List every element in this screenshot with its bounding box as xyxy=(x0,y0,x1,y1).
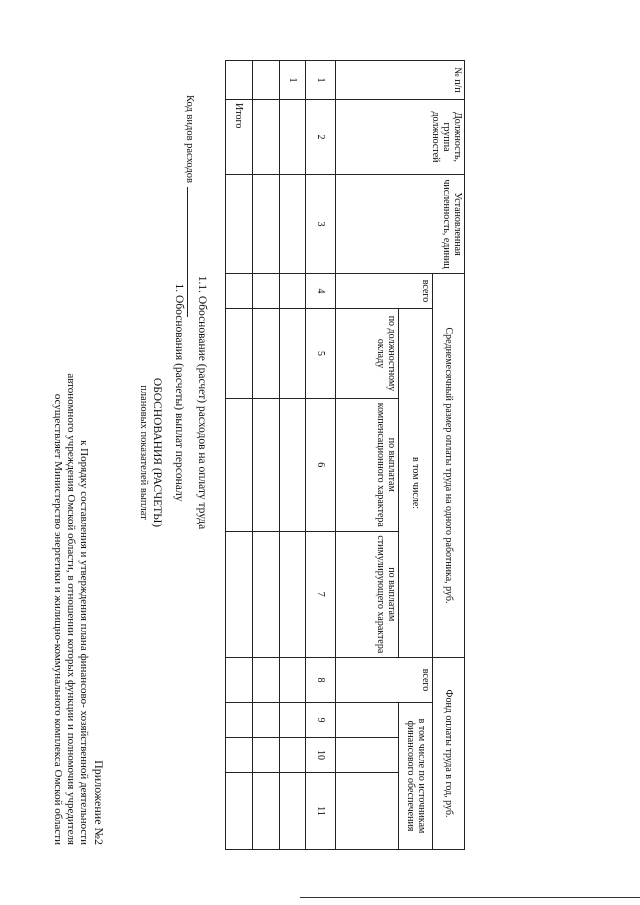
table-cell xyxy=(226,738,253,773)
table-cell xyxy=(252,61,279,100)
appendix-basis xyxy=(51,365,90,845)
table-cell xyxy=(279,773,306,850)
header-no: № п/п xyxy=(335,61,464,100)
col-number: 4 xyxy=(306,274,335,309)
table-cell xyxy=(279,658,306,703)
table-cell xyxy=(226,61,253,100)
table-cell xyxy=(226,274,253,309)
table-cell xyxy=(279,399,306,532)
col-number: 1 xyxy=(306,61,335,100)
table-cell xyxy=(252,738,279,773)
document-subtitle: плановых показателей выплат xyxy=(138,385,149,520)
table-cell xyxy=(226,309,253,399)
col-number: 3 xyxy=(306,175,335,274)
table-cell xyxy=(279,100,306,175)
document-title: ОБОСНОВАНИЯ (РАСЧЕТЫ) xyxy=(151,377,163,528)
header-salary: по должностному окладу xyxy=(335,309,398,399)
table-cell xyxy=(252,274,279,309)
subsection-heading: 1.1. Обоснование (расчет) расходов на оплату труда xyxy=(196,275,208,530)
table-cell xyxy=(226,531,253,657)
total-row xyxy=(226,61,253,850)
col-number: 5 xyxy=(306,309,335,399)
header-source-cell xyxy=(335,703,398,738)
col-number: 10 xyxy=(306,738,335,773)
table-cell xyxy=(279,175,306,274)
table-cell xyxy=(252,175,279,274)
table-cell xyxy=(226,658,253,703)
header-fund-sources: в том числе по источникам финансового обеспечения xyxy=(399,703,433,850)
payroll-table xyxy=(225,60,465,850)
table-cell xyxy=(252,100,279,175)
table-cell xyxy=(252,531,279,657)
table-row xyxy=(252,61,279,850)
table-cell xyxy=(252,309,279,399)
table-cell xyxy=(252,658,279,703)
table-cell xyxy=(252,399,279,532)
basis-line: осуществляет Министерство энергетики и жилищно-коммунального комплекса Омской области xyxy=(52,393,64,845)
table-cell xyxy=(226,399,253,532)
table-cell xyxy=(279,309,306,399)
header-source-cell xyxy=(335,773,398,850)
table-cell xyxy=(279,531,306,657)
header-fund: Фонд оплаты труда в год, руб. xyxy=(433,658,465,850)
section-heading: 1. Обоснования (расчеты) выплат персоналу xyxy=(173,283,185,502)
table-cell xyxy=(252,773,279,850)
col-number: 11 xyxy=(306,773,335,850)
col-number: 6 xyxy=(306,399,335,532)
expense-code-row xyxy=(184,95,195,317)
col-number: 7 xyxy=(306,531,335,657)
basis-line: к Порядку составления и утверждения плана финансово- хозяйственной деятельности xyxy=(78,440,90,845)
total-label: Итого xyxy=(226,100,253,175)
header-avg-pay: Среднемесячный размер оплаты труда на одного работника, руб. xyxy=(433,274,465,658)
expense-code-blank xyxy=(187,187,188,317)
table-cell xyxy=(279,738,306,773)
header-position: Должность, группа должностей xyxy=(335,100,464,175)
header-source-cell xyxy=(335,738,398,773)
row-number: 1 xyxy=(279,61,306,100)
expense-code-label: Код видов расходов xyxy=(184,95,195,183)
header-compensation: по выплатам компенсационного характера xyxy=(335,399,398,532)
header-staff: Установленная численность, единиц xyxy=(335,175,464,274)
col-number: 2 xyxy=(306,100,335,175)
table-cell xyxy=(226,773,253,850)
table-cell xyxy=(226,703,253,738)
col-number: 9 xyxy=(306,703,335,738)
column-numbers-row xyxy=(306,61,335,850)
table-row xyxy=(279,61,306,850)
basis-line: автономного учреждения Омской области, в отношении которых функции и полномочия учредителя xyxy=(65,373,77,845)
table-cell xyxy=(252,703,279,738)
table-cell xyxy=(279,274,306,309)
header-fund-total: всего xyxy=(335,658,433,703)
col-number: 8 xyxy=(306,658,335,703)
scan-edge-line xyxy=(300,897,640,898)
header-avg-total: всего xyxy=(335,274,433,309)
table-cell xyxy=(279,703,306,738)
appendix-label: Приложение №2 xyxy=(92,760,106,845)
table-cell xyxy=(226,175,253,274)
header-avg-including: в том числе: xyxy=(399,309,433,658)
header-stimulating: по выплатам стимулирующего характера xyxy=(335,531,398,657)
